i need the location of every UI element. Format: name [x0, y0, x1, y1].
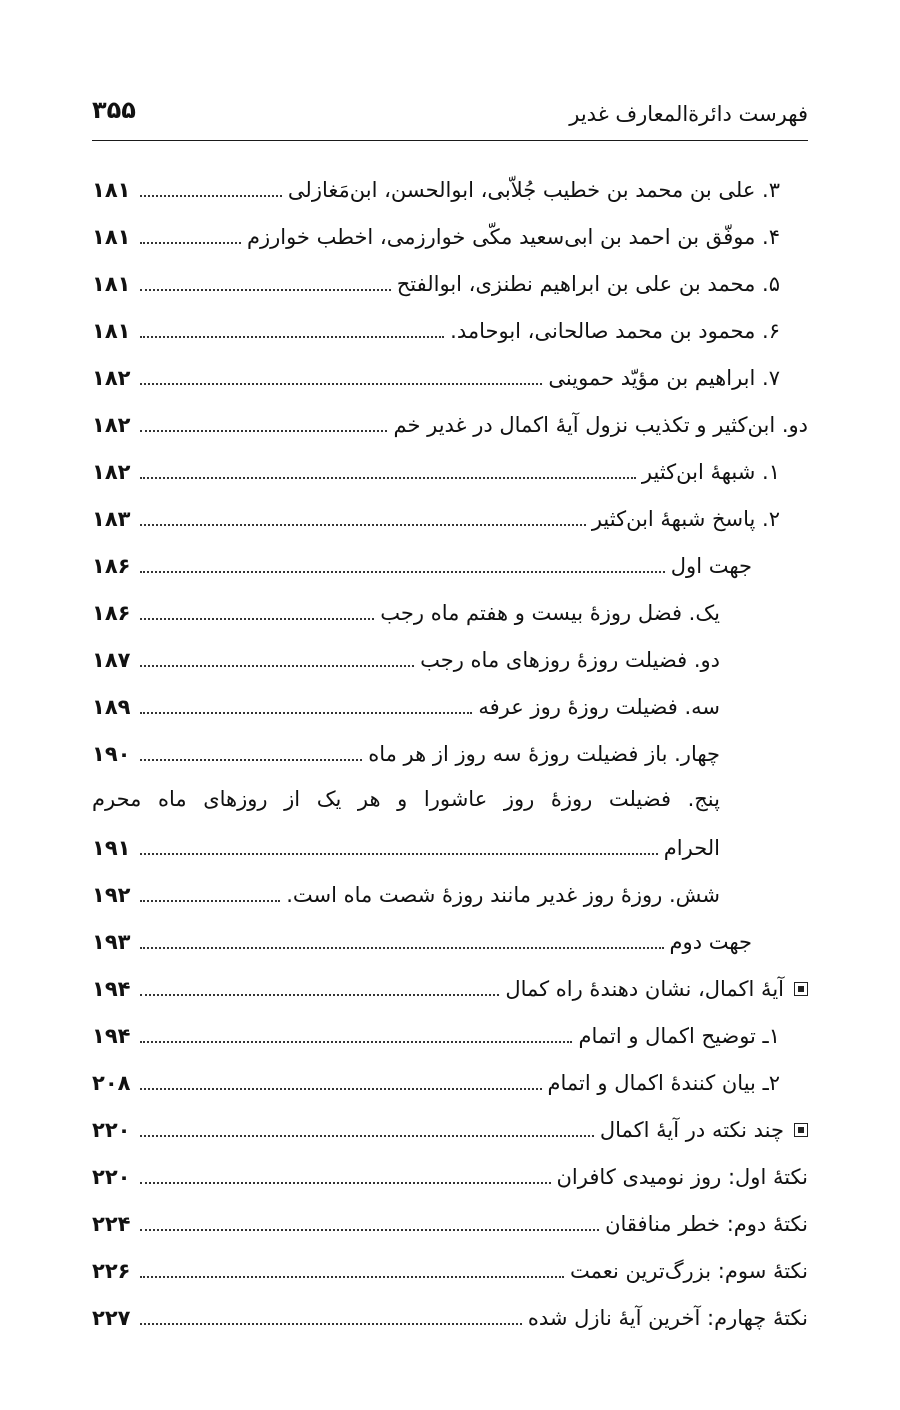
toc-entry [92, 729, 808, 776]
page-number: ۳۵۵ [92, 96, 136, 124]
toc-entry-title: ۲ـ بیان کنندهٔ اکمال و اتمام [547, 1071, 780, 1095]
toc-entry-page: ۱۸۱ [92, 272, 131, 296]
toc-entry [92, 212, 808, 259]
toc-entry [92, 259, 808, 306]
toc-entry-title: جهت دوم [669, 930, 752, 954]
toc-entry-page: ۱۹۱ [92, 836, 131, 860]
dot-leader [140, 165, 282, 197]
toc-entry-page: ۱۸۹ [92, 695, 131, 719]
toc-entry-title: ۷. ابراهیم بن مؤیّد حموینی [548, 366, 780, 390]
dot-leader [140, 729, 362, 761]
toc-entry-title: دو. ابن‌کثیر و تکذیب نزول آیهٔ اکمال در غدیر خم [393, 413, 808, 437]
toc-entry [92, 306, 808, 353]
dot-leader [140, 1058, 542, 1090]
dot-leader [140, 1105, 594, 1137]
toc-entry-title: دو. فضیلت روزهٔ روزهای ماه رجب [420, 648, 720, 672]
dot-leader [140, 259, 391, 291]
toc-entry [92, 964, 808, 1011]
toc-entry [92, 1152, 808, 1199]
dot-leader [140, 964, 499, 996]
toc-entry-title: آیهٔ اکمال، نشان دهندهٔ راه کمال [505, 977, 784, 1001]
dot-leader [140, 541, 665, 573]
toc-entry-page: ۱۹۴ [92, 977, 131, 1001]
dot-leader [140, 823, 658, 855]
toc-entry-page: ۱۹۰ [92, 742, 131, 766]
toc-entry-title: نکتهٔ اول: روز نومیدی کافران [556, 1165, 808, 1189]
toc-entry [92, 870, 808, 917]
toc-entry-page: ۱۸۱ [92, 225, 131, 249]
toc-entry-page: ۲۲۰ [92, 1165, 131, 1189]
toc-entry [92, 635, 808, 682]
dot-leader [140, 1246, 564, 1278]
toc-entry-title: پنج. فضیلت روزهٔ روز عاشورا و هر یک از روزهای ماه محرم [92, 787, 720, 811]
toc-entry-title: الحرام [663, 836, 720, 860]
toc-entry-page: ۱۸۷ [92, 648, 131, 672]
square-bullet-icon [794, 1123, 808, 1137]
running-header [92, 96, 808, 141]
toc-entry [92, 917, 808, 964]
toc-entry-page: ۲۲۴ [92, 1212, 131, 1236]
toc-entry-page: ۱۸۱ [92, 178, 131, 202]
toc-entry-page: ۱۸۱ [92, 319, 131, 343]
toc-entry-title: ۶. محمود بن محمد صالحانی، ابوحامد. [450, 319, 780, 343]
dot-leader [140, 635, 414, 667]
toc-entry-page: ۱۹۴ [92, 1024, 131, 1048]
toc-entry-title: نکتهٔ سوم: بزرگ‌ترین نعمت [570, 1259, 808, 1283]
toc-entry-page: ۱۹۳ [92, 930, 131, 954]
toc-entry-page: ۲۲۷ [92, 1306, 131, 1330]
toc-entry [92, 494, 808, 541]
toc-entry [92, 1246, 808, 1293]
toc-entry-title: یک. فضل روزهٔ بیست و هفتم ماه رجب [380, 601, 720, 625]
dot-leader [140, 306, 444, 338]
toc-entry-title: ۱. شبههٔ ابن‌کثیر [641, 460, 780, 484]
toc-entry-page: ۱۸۶ [92, 601, 131, 625]
toc-entry-title: چهار. باز فضیلت روزهٔ سه روز از هر ماه [368, 742, 720, 766]
toc-entry [92, 588, 808, 635]
toc-entry [92, 1199, 808, 1246]
toc-entry-title: سه. فضیلت روزهٔ روز عرفه [478, 695, 720, 719]
toc-entry-page: ۱۹۲ [92, 883, 131, 907]
toc-entry-page: ۲۰۸ [92, 1071, 131, 1095]
dot-leader [140, 870, 280, 902]
dot-leader [140, 494, 586, 526]
table-of-contents [92, 165, 808, 1340]
dot-leader [140, 588, 374, 620]
toc-entry-title: جهت اول [670, 554, 752, 578]
header-title: فهرست دائرةالمعارف غدیر [569, 102, 808, 126]
toc-entry [92, 1293, 808, 1340]
toc-entry-title: نکتهٔ چهارم: آخرین آیهٔ نازل شده [527, 1306, 808, 1330]
toc-entry [92, 1058, 808, 1105]
square-bullet-icon [794, 982, 808, 996]
toc-entry-title: ۳. علی بن محمد بن خطیب جُلاّبی، ابوالحسن، ابن‌مَغازلی [287, 178, 780, 202]
dot-leader [140, 1293, 522, 1325]
toc-entry-page: ۱۸۳ [92, 507, 131, 531]
toc-entry [92, 1105, 808, 1152]
dot-leader [140, 682, 472, 714]
toc-entry [92, 400, 808, 447]
toc-entry-title: نکتهٔ دوم: خطر منافقان [605, 1212, 808, 1236]
toc-entry-title: چند نکته در آیهٔ اکمال [599, 1118, 784, 1142]
toc-entry [92, 165, 808, 212]
toc-entry-title: ۱ـ توضیح اکمال و اتمام [578, 1024, 780, 1048]
toc-entry [92, 1011, 808, 1058]
toc-entry [92, 682, 808, 729]
toc-entry [92, 776, 808, 823]
toc-entry-title: ۵. محمد بن علی بن ابراهیم نطنزی، ابوالفتح [396, 272, 780, 296]
dot-leader [140, 353, 542, 385]
toc-entry-title: شش. روزهٔ روز غدیر مانند روزهٔ شصت ماه است. [286, 883, 720, 907]
dot-leader [140, 917, 664, 949]
dot-leader [140, 400, 387, 432]
dot-leader [140, 1199, 599, 1231]
toc-entry-page: ۱۸۲ [92, 366, 131, 390]
dot-leader [140, 212, 241, 244]
toc-entry-page: ۲۲۰ [92, 1118, 131, 1142]
toc-entry-page: ۱۸۲ [92, 460, 131, 484]
dot-leader [140, 1011, 572, 1043]
toc-entry-title: ۴. موفّق بن احمد بن ابی‌سعید مکّی خوارزمی، اخطب خوارزم [246, 225, 780, 249]
dot-leader [140, 447, 636, 479]
toc-entry-page: ۱۸۶ [92, 554, 131, 578]
toc-entry-title: ۲. پاسخ شبههٔ ابن‌کثیر [591, 507, 780, 531]
toc-entry-page: ۲۲۶ [92, 1259, 131, 1283]
toc-entry [92, 447, 808, 494]
dot-leader [140, 1152, 551, 1184]
toc-entry [92, 353, 808, 400]
toc-entry-page: ۱۸۲ [92, 413, 131, 437]
toc-entry [92, 541, 808, 588]
toc-entry-continuation [92, 823, 808, 870]
